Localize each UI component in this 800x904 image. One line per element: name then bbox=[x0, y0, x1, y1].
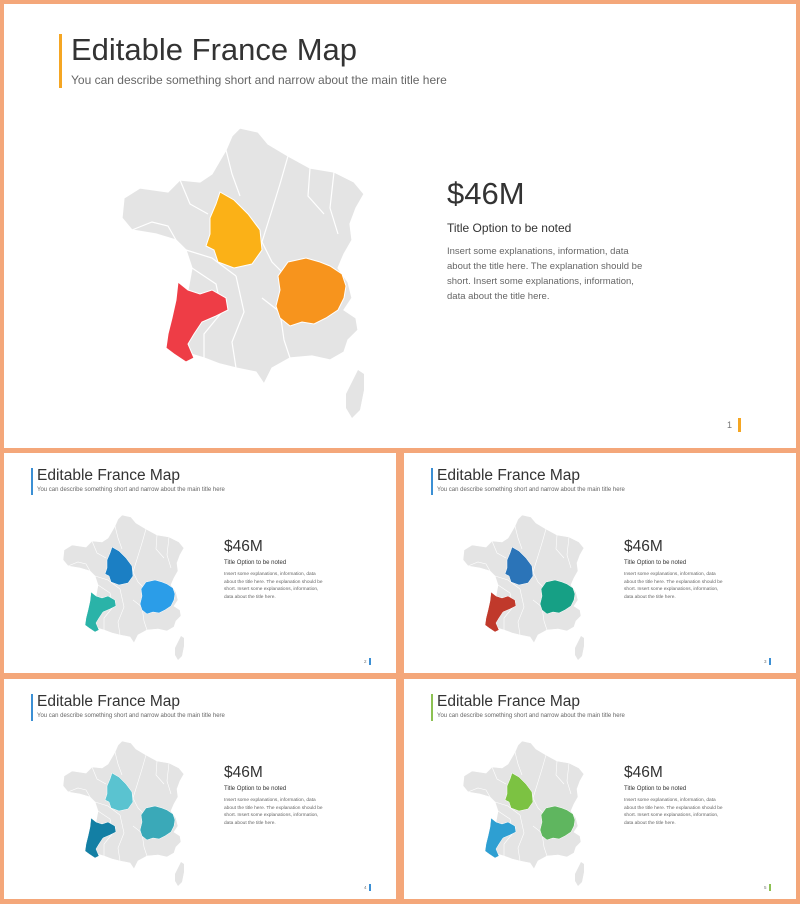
stat-value: $46M bbox=[224, 764, 263, 781]
option-description: Insert some explanations, information, data about the title here. The explanation should be short. Insert some explanations, information, data about the title here. bbox=[224, 572, 323, 600]
slide-title: Editable France Map bbox=[71, 32, 358, 67]
page-accent-bar bbox=[738, 418, 741, 432]
france-map-icon bbox=[458, 512, 589, 662]
option-title: Title Option to be noted bbox=[624, 786, 687, 792]
slide-title: Editable France Map bbox=[37, 693, 181, 710]
stat-value: $46M bbox=[624, 764, 663, 781]
slide-subtitle: You can describe something short and narrow about the main title here bbox=[37, 487, 225, 493]
stat-value: $46M bbox=[224, 538, 263, 555]
page-accent-bar bbox=[769, 658, 771, 665]
slide-subtitle: You can describe something short and narrow about the main title here bbox=[437, 713, 625, 719]
france-map-icon bbox=[58, 512, 189, 662]
option-description: Insert some explanations, information, data about the title here. The explanation should be short. Insert some explanations, information, data about the title here. bbox=[624, 572, 723, 600]
page-number: 5 bbox=[764, 885, 767, 890]
option-description: Insert some explanations, information, data about the title here. The explanation should be short. Insert some explanations, information, data about the title here. bbox=[224, 798, 323, 826]
slide-title: Editable France Map bbox=[437, 467, 581, 484]
page-accent-bar bbox=[769, 884, 771, 891]
slide-subtitle: You can describe something short and narrow about the main title here bbox=[37, 713, 225, 719]
option-description: Insert some explanations, information, data about the title here. The explanation should be short. Insert some explanations, information, data about the title here. bbox=[624, 798, 723, 826]
title-accent-bar bbox=[31, 468, 33, 495]
page-number: 3 bbox=[764, 659, 767, 664]
option-description: Insert some explanations, information, data about the title here. The explanation should be short. Insert some explanations, information, data about the title here. bbox=[447, 246, 643, 302]
page-number: 1 bbox=[727, 420, 733, 430]
option-title: Title Option to be noted bbox=[224, 560, 287, 566]
title-accent-bar bbox=[431, 694, 433, 721]
title-accent-bar bbox=[31, 694, 33, 721]
slide-2 bbox=[4, 453, 396, 673]
france-map-icon bbox=[58, 738, 189, 888]
france-map-icon bbox=[112, 122, 374, 422]
slide-title: Editable France Map bbox=[437, 693, 581, 710]
slide-subtitle: You can describe something short and narrow about the main title here bbox=[437, 487, 625, 493]
slide-title: Editable France Map bbox=[37, 467, 181, 484]
stat-value: $46M bbox=[447, 176, 525, 211]
slide-4 bbox=[4, 679, 396, 899]
france-map-icon bbox=[458, 738, 589, 888]
page-number: 4 bbox=[364, 885, 367, 890]
page-accent-bar bbox=[369, 884, 371, 891]
slide-subtitle: You can describe something short and narrow about the main title here bbox=[71, 73, 447, 87]
page-accent-bar bbox=[369, 658, 371, 665]
slide-1 bbox=[4, 4, 796, 448]
title-accent-bar bbox=[431, 468, 433, 495]
title-accent-bar bbox=[59, 34, 62, 88]
slide-3 bbox=[404, 453, 796, 673]
option-title: Title Option to be noted bbox=[624, 560, 687, 566]
option-title: Title Option to be noted bbox=[224, 786, 287, 792]
stat-value: $46M bbox=[624, 538, 663, 555]
slide-5 bbox=[404, 679, 796, 899]
option-title: Title Option to be noted bbox=[447, 221, 572, 235]
page-number: 2 bbox=[364, 659, 367, 664]
